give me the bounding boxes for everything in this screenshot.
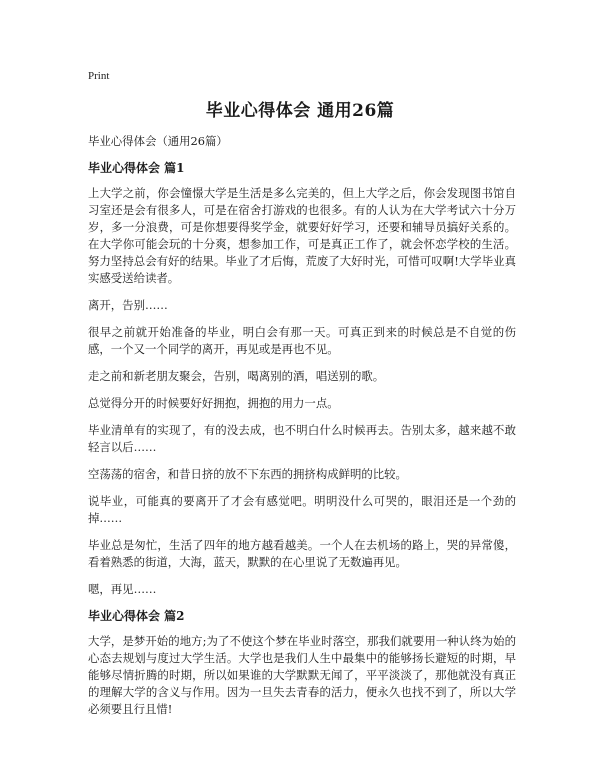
section-2 [88,608,516,718]
paragraph: 大学，是梦开始的地方;为了不使这个梦在毕业时落空，那我们就要用一种认终为始的心态去规划与度过大学生活。大学也是我们人生中最集中的能够扬长避短的时期，早能够尽情折腾的时期，所以如果谁的大学默默无闻了，平平淡淡了，那他就没有真正的理解大学的含义与作用。因为一旦失去青春的活力，便永久也找不到了，所以大学必须要且行且惜! [88,634,516,716]
paragraph: 走之前和新老朋友聚会，告别，喝离别的酒，唱送别的歌。 [88,369,385,383]
paragraph: 说毕业，可能真的要离开了才会有感觉吧。明明没什么可哭的，眼泪还是一个劲的掉…… [88,494,516,525]
section-heading: 毕业心得体会 篇1 [88,161,185,175]
paragraph: 总觉得分开的时候要好好拥抱，拥抱的用力一点。 [88,396,339,410]
paragraph: 上大学之前，你会憧憬大学是生活是多么完美的，但上大学之后，你会发现图书馆自习室还是会有很多人，可是在宿舍打游戏的也很多。有的人认为在大学考试六十分万岁，多一分浪费，可是你想要得奖学金，就要好好学习，还要和辅导员搞好关系的。在大学你可能会玩的十分爽，想参加工作，可是真正工作了，就会怀恋学校的生活。努力坚持总会有好的结果。毕业了才后悔，荒废了大好时光，可惜可叹啊!大学毕业真实感受送给读者。 [88,186,516,285]
document-subtitle: 毕业心得体会（通用26篇） [88,134,228,148]
section-heading: 毕业心得体会 篇2 [88,609,185,623]
paragraph: 毕业清单有的实现了，有的没去成，也不明白什么时候再去。告别太多，越来越不敢轻言以后…… [88,423,516,454]
paragraph: 嗯，再见…… [88,582,157,596]
document-body [88,133,516,728]
paragraph: 很早之前就开始准备的毕业，明白会有那一天。可真正到来的时候总是不自觉的伤感，一个又一个同学的离开，再见或是再也不见。 [88,325,516,356]
section-1 [88,160,516,598]
paragraph: 毕业总是匆忙，生活了四年的地方越看越美。一个人在去机场的路上，哭的异常傻，看着熟悉的街道，大海，蓝天，默默的在心里说了无数遍再见。 [88,538,516,569]
print-label[interactable]: Print [88,70,110,82]
paragraph: 离开，告别…… [88,298,168,312]
page-title: 毕业心得体会 通用26篇 [205,101,395,121]
paragraph: 空荡荡的宿舍，和昔日挤的放不下东西的拥挤构成鲜明的比较。 [88,467,407,481]
